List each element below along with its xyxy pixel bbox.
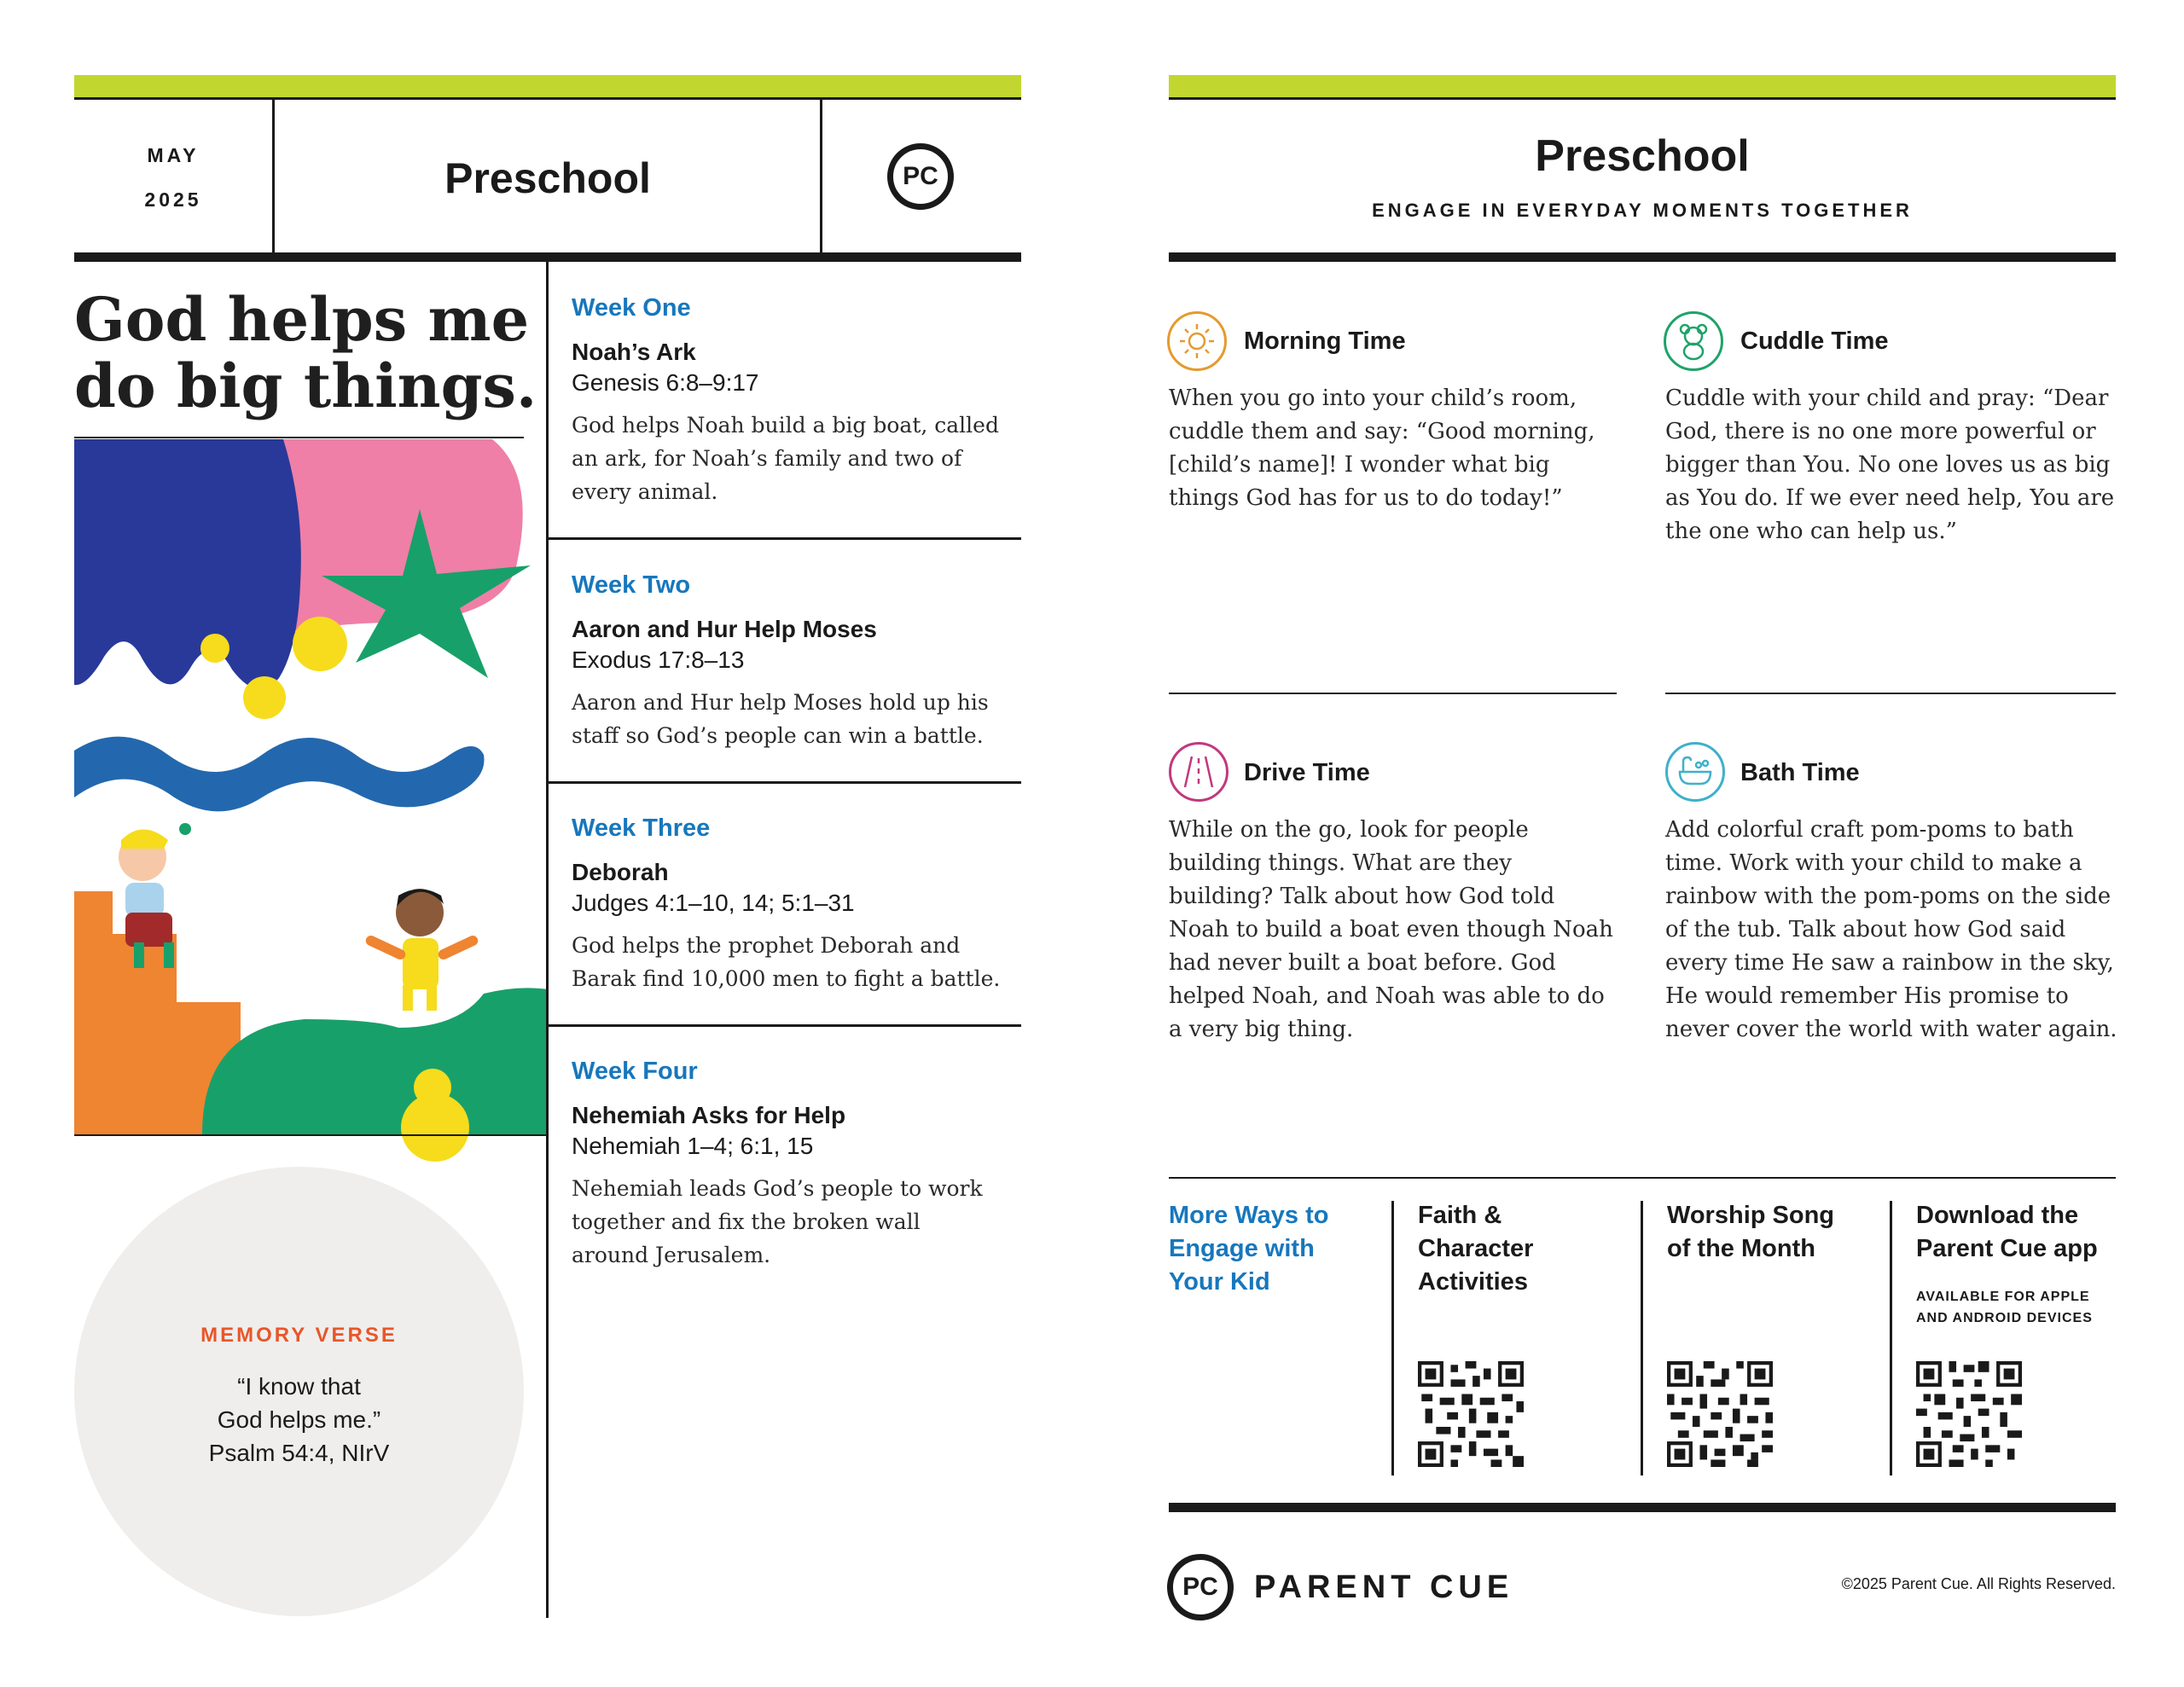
year-label: 2025 <box>144 188 202 211</box>
week-description: God helps Noah build a big boat, called an ark, for Noah’s family and two of every animal. <box>572 413 999 504</box>
blue-wave <box>74 737 485 812</box>
more-divider-1 <box>1391 1201 1394 1475</box>
week-description: God helps the prophet Deborah and Barak find 10,000 men to fight a battle. <box>572 933 1001 991</box>
week-label: Week Three <box>572 815 711 842</box>
download-app-qr-code[interactable] <box>1916 1361 2022 1467</box>
week-scripture-reference: Genesis 6:8–9:17 <box>572 369 759 396</box>
moment-title-cuddle: Cuddle Time <box>1740 328 1889 355</box>
right-page-title: Preschool <box>1535 131 1750 181</box>
left-header-bottom-bar <box>74 252 1021 262</box>
week-scripture-reference: Judges 4:1–10, 14; 5:1–31 <box>572 890 855 916</box>
week-divider-2 <box>548 781 1021 784</box>
month-label: MAY <box>147 144 200 166</box>
weeks-column-divider <box>546 262 549 1618</box>
yellow-dot-1 <box>293 617 347 671</box>
week-description: Nehemiah leads God’s people to work together and fix the broken wall around Jerusalem. <box>572 1176 983 1267</box>
week-divider-3 <box>548 1024 1021 1027</box>
week-description: Aaron and Hur help Moses hold up his staff so God’s people can win a battle. <box>572 690 989 748</box>
week-label: Week Two <box>572 571 691 599</box>
memory-verse-line1: “I know that <box>237 1373 361 1400</box>
illustration-bottom-rule <box>74 1134 548 1136</box>
brand-wordmark: PARENT CUE <box>1254 1569 1514 1605</box>
week-divider-1 <box>548 537 1021 540</box>
week-story-title: Nehemiah Asks for Help <box>572 1102 846 1128</box>
download-app-heading: Download the Parent Cue app <box>1916 1202 2098 1262</box>
right-page-subtitle: ENGAGE IN EVERYDAY MOMENTS TOGETHER <box>1372 200 1913 221</box>
week-block-3 <box>572 815 1024 995</box>
memory-verse-line2: God helps me.” <box>217 1406 381 1433</box>
parent-cue-logo-icon: PC <box>887 143 954 210</box>
page-headline: God helps me do big things. <box>74 284 537 421</box>
moments-divider-right <box>1665 693 2116 694</box>
bible-story-illustration <box>74 439 548 1160</box>
copyright-text: ©2025 Parent Cue. All Rights Reserved. <box>1841 1575 2116 1592</box>
illustration-bottom-yellow-dot <box>401 1093 469 1162</box>
moment-title-drive: Drive Time <box>1244 759 1370 786</box>
moment-text-bath: Add colorful craft pom-poms to bath time. Work with your child to make a rainbow with the pom-poms on the side of the tub. Talk about how God said every time He saw a rainbow in the sky, He would remember His promise to never cover the world with water again. <box>1665 817 2117 1042</box>
left-page-title: Preschool <box>444 154 651 202</box>
sun-icon <box>1167 311 1227 371</box>
more-divider-2 <box>1641 1201 1643 1475</box>
moments-divider-left <box>1169 693 1617 694</box>
moment-title-bath: Bath Time <box>1740 759 1860 786</box>
week-scripture-reference: Nehemiah 1–4; 6:1, 15 <box>572 1133 814 1159</box>
road-icon <box>1169 742 1228 802</box>
week-story-title: Noah’s Ark <box>572 339 696 365</box>
yellow-dot-3 <box>243 676 286 719</box>
moment-text-drive: While on the go, look for people building things. What are they building? Talk about how God told Noah to build a boat even though Noah had never built a boat before. God helped Noah, and Noah was able to do a very big thing. <box>1169 817 1613 1042</box>
headline-underline <box>74 437 524 438</box>
moment-title-morning: Morning Time <box>1244 328 1406 355</box>
week-scripture-reference: Exodus 17:8–13 <box>572 646 745 673</box>
bathtub-icon <box>1665 742 1725 802</box>
parent-cue-brand-logo-icon: PC <box>1167 1554 1234 1620</box>
memory-verse-circle <box>74 1167 524 1616</box>
right-header-rule <box>1169 97 2116 100</box>
right-top-accent-bar <box>1169 75 2116 97</box>
more-ways-heading: More Ways to Engage with Your Kid <box>1169 1202 1329 1296</box>
week-story-title: Deborah <box>572 859 669 885</box>
week-block-4 <box>572 1058 1024 1272</box>
faith-activities-qr-code[interactable] <box>1418 1361 1524 1467</box>
green-hill <box>202 988 548 1134</box>
child-jumping-figure <box>364 889 479 1011</box>
moment-text-cuddle: Cuddle with your child and pray: “Dear God, there is no one more powerful or bigger than You. No one loves us as big as You do. If we ever need help, You are the one who can help us.” <box>1665 386 2115 544</box>
download-app-note: AVAILABLE FOR APPLE AND ANDROID DEVICES <box>1916 1290 2093 1325</box>
navy-shape <box>74 439 301 689</box>
worship-song-heading: Worship Song of the Month <box>1667 1202 1835 1262</box>
faith-activities-heading: Faith & Character Activities <box>1418 1202 1534 1296</box>
week-block-1 <box>572 294 1024 508</box>
right-header-bottom-bar <box>1169 252 2116 262</box>
right-footer-bar <box>1169 1503 2116 1512</box>
memory-verse-reference: Psalm 54:4, NIrV <box>208 1440 390 1466</box>
more-ways-top-rule <box>1169 1177 2116 1179</box>
teddy-bear-icon <box>1664 311 1723 371</box>
header-divider-2 <box>820 100 822 253</box>
memory-verse-label: MEMORY VERSE <box>200 1324 398 1347</box>
moment-text-morning: When you go into your child’s room, cuddle them and say: “Good morning, [child’s name]! I wonder what big things God has for us to do today!” <box>1169 386 1595 511</box>
week-label: Week One <box>572 294 691 322</box>
week-block-2 <box>572 571 1024 752</box>
yellow-dot-2 <box>200 634 229 663</box>
worship-song-qr-code[interactable] <box>1667 1361 1773 1467</box>
week-story-title: Aaron and Hur Help Moses <box>572 616 877 642</box>
date-block <box>74 100 272 253</box>
week-label: Week Four <box>572 1058 698 1085</box>
left-top-accent-bar <box>74 75 1021 97</box>
more-divider-3 <box>1890 1201 1892 1475</box>
